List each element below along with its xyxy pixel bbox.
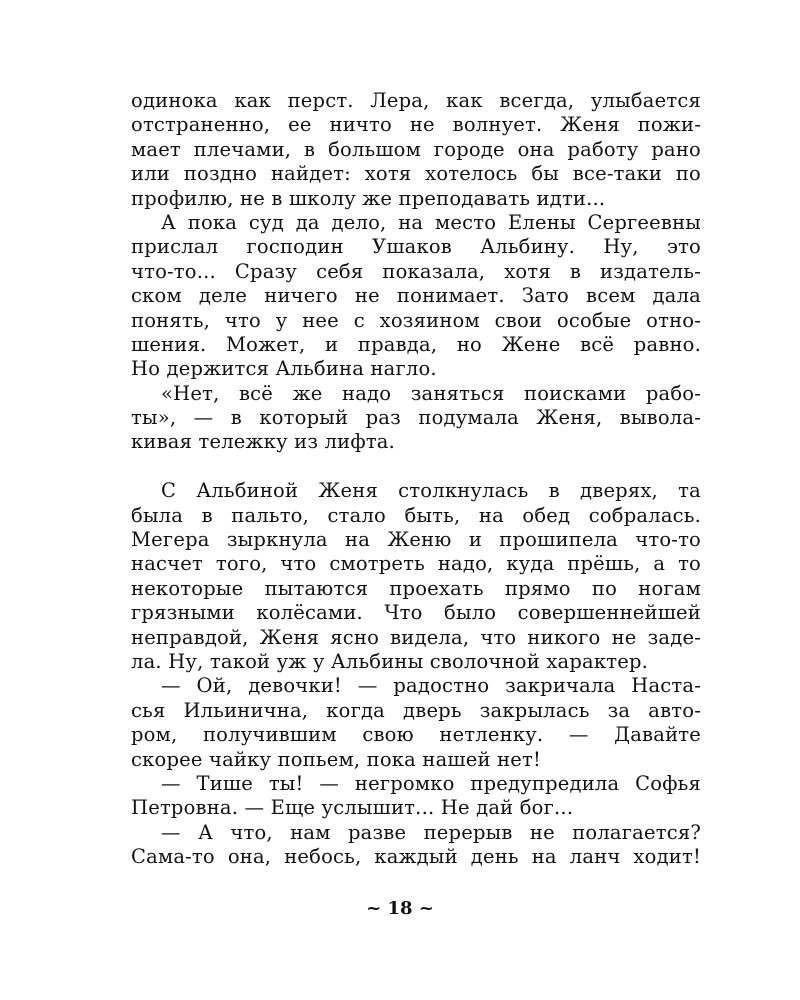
text-line: ском деле ничего не понимает. Зато всем дала xyxy=(131,284,701,308)
text-line: кивая тележку из лифта. xyxy=(131,430,396,454)
text-line: что-то... Сразу себя показала, хотя в издатель- xyxy=(131,259,701,283)
text-line: профилю, не в школу же преподавать идти... xyxy=(131,186,606,210)
text-line: ром, получившим свою нетленку. — Давайте xyxy=(131,723,701,747)
text-line: насчет того, что смотреть надо, куда прёшь, а то xyxy=(131,552,701,576)
text-line: С Альбиной Женя столкнулась в дверях, та xyxy=(161,479,701,503)
text-line: — Тише ты! — негромко предупредила Софья xyxy=(161,771,701,795)
text-line: прислал господин Ушаков Альбину. Ну, это xyxy=(131,235,701,259)
text-line: А пока суд да дело, на место Елены Сергеевны xyxy=(161,210,701,234)
text-line: была в пальто, стало быть, на обед собралась. xyxy=(131,503,701,527)
text-line: Сама-то она, небось, каждый день на ланч ходит! xyxy=(131,845,701,869)
text-line: ла. Ну, такой уж у Альбины сволочной характер. xyxy=(131,649,649,673)
text-line: или поздно найдет: хотя хотелось бы все-таки по xyxy=(131,162,701,186)
text-line: одинока как перст. Лера, как всегда, улыбается xyxy=(131,89,701,112)
book-page-text xyxy=(131,89,701,870)
text-line: — А что, нам разве перерыв не полагается? xyxy=(161,820,701,844)
text-line: мает плечами, в большом городе она работу рано xyxy=(131,137,701,161)
text-line: шения. Может, и правда, но Жене всё равно. xyxy=(131,332,701,356)
text-line: грязными колёсами. Что было совершеннейшей xyxy=(131,601,701,625)
text-line: неправдой, Женя ясно видела, что никого не заде- xyxy=(131,625,701,649)
text-line: сья Ильинична, когда дверь закрылась за авто- xyxy=(131,698,701,722)
text-line: Петровна. — Еще услышит... Не дай бог... xyxy=(131,796,574,820)
text-line: отстраненно, ее ничто не волнует. Женя пожи- xyxy=(131,113,701,137)
text-line: «Нет, всё же надо заняться поисками рабо- xyxy=(161,381,701,405)
page-number: ~ 18 ~ xyxy=(366,898,434,919)
section-break xyxy=(131,455,701,479)
text-line: Мегера зыркнула на Женю и прошипела что-то xyxy=(131,528,701,552)
text-line: понять, что у нее с хозяином свои особые отно- xyxy=(131,308,701,332)
text-line: — Ой, девочки! — радостно закричала Наста- xyxy=(161,674,701,698)
text-line: некоторые пытаются проехать прямо по ногам xyxy=(131,576,701,600)
text-line: скорее чайку попьем, пока нашей нет! xyxy=(131,747,542,771)
text-line: Но держится Альбина нагло. xyxy=(131,357,437,381)
text-line: ты», — в который раз подумала Женя, вывола- xyxy=(131,406,701,430)
